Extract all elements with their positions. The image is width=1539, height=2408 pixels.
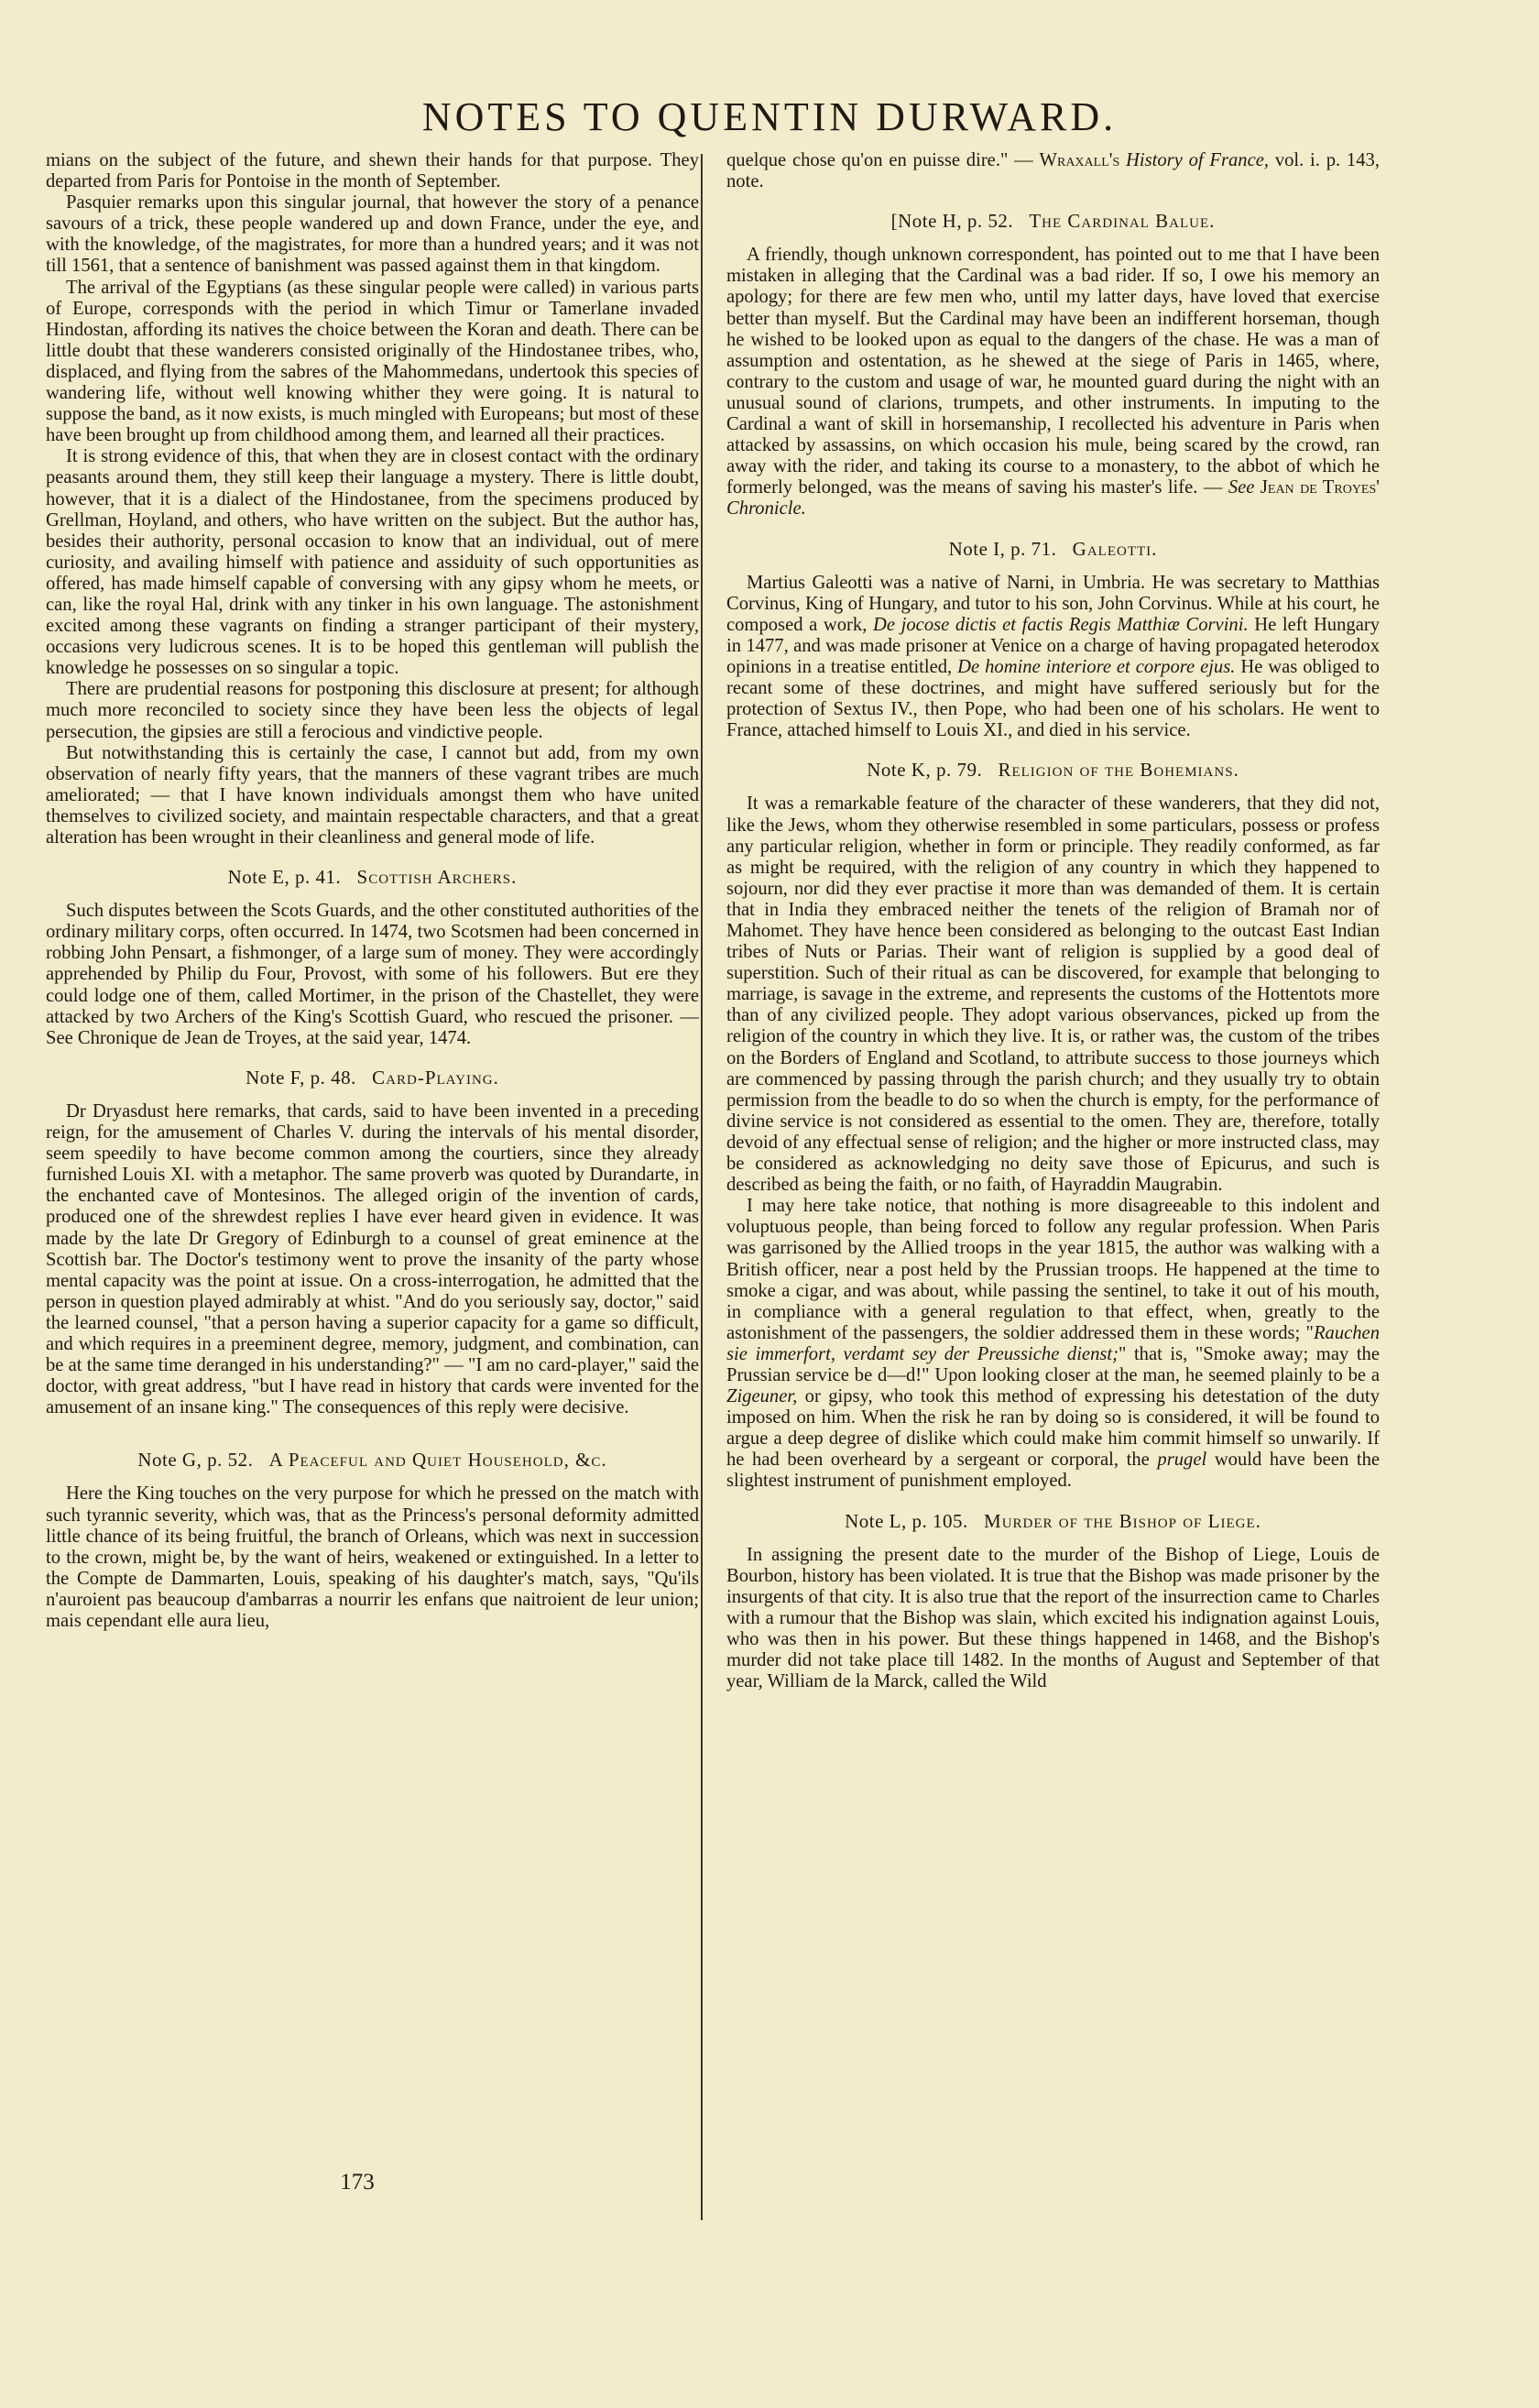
note-label: Note K, p. 79.	[867, 759, 983, 782]
note-i-text	[726, 573, 1380, 742]
foreign-word: Zigeuner,	[726, 1386, 798, 1407]
paragraph: Pasquier remarks upon this singular journal, that however the story of a penance savours of a trick, these people wandered up and down France, under the eye, and with the knowledge, of the magistrates, for more than a hundred years; and it was not till 1561, that a sentence of banishment was passed against them in that kingdom.	[46, 192, 699, 277]
citation-work: History of France,	[1126, 150, 1270, 170]
page-number: 173	[340, 2170, 375, 2195]
work-title: De jocose dictis et factis Regis Matthiæ Corvini.	[873, 614, 1249, 635]
note-k-text-part: I may here take notice, that nothing is more disagreeable to this indolent and voluptuous people, than being forced to follow any regular profession. When Paris was garrisoned by the Allied troops in the year 1815, the author was walking with a British officer, near a post held by the Prussian troops. He happened at the time to smoke a cigar, and was about, while passing the sentinel, to take it out of his mouth, in compliance with a general regulation to that effect, when, greatly to the astonishment of the passengers, the soldier addressed them in these words; "	[726, 1196, 1380, 1343]
note-label: [Note H, p. 52.	[890, 210, 1014, 233]
note-label: Note I, p. 71.	[948, 537, 1057, 560]
german-quote: Rauchen sie immerfort, verdamt sey der Preussiche dienst;	[726, 1322, 1380, 1364]
note-k-text	[726, 1196, 1380, 1492]
note-k-text-part: or gipsy, who took this method of expressing his detestation of the duty imposed on him. When the risk he ran by doing so is considered, it will be found to argue a deep degree of dislike which could make him commit himself so unwarily. If he had been overheard by a sergeant or corporal, the	[726, 1386, 1380, 1471]
citation-author: Wraxall's	[1039, 150, 1120, 170]
paragraph: But notwithstanding this is certainly the case, I cannot but add, from my own observation of nearly fifty years, that the manners of these vagrant tribes are much ameliorated; — that I have known individuals amongst them who have united themselves to civilized society, and maintain respectable characters, and that a great alteration has been wrought in their cleanliness and general mode of life.	[46, 742, 699, 848]
note-i-text-part: Martius Galeotti was a native of Narni, in Umbria. He was secretary to Matthias Corvinus, King of Hungary, and tutor to his son, John Corvinus. While at his court, he composed a work,	[726, 572, 1380, 635]
source-author: Jean de Troyes'	[1260, 477, 1380, 498]
citation-ref: vol. i. p. 143, note.	[726, 150, 1380, 192]
note-i-text-part: He left Hungary in 1477, and was made prisoner at Venice on a charge of having propagated heterodox opinions in a treatise entitled,	[726, 614, 1380, 677]
note-h-body: A friendly, though unknown correspondent, has pointed out to me that I have been mistaken in alleging that the Cardinal was a bad rider. If so, I owe his memory an apology; for there are few men who, until my latter days, have loved that exercise better than myself. But the Cardinal may have been an indifferent horseman, though he wished to be looked upon as equal to the dangers of the chase. He was a man of assumption and ostentation, as he shewed at the siege of Paris in 1465, where, contrary to the custom and usage of war, he mounted guard during the night with an unusual sound of clarions, trumpets, and other instruments. In imputing to the Cardinal a want of skill in horsemanship, I recollected his adventure in Paris when attacked by assassins, on which occasion his mule, being scared by the crowd, ran away with the rider, and taking its course to a monastery, to the abbot of which he formerly belonged, was the means of saving his master's life. —	[726, 245, 1380, 498]
note-i-text-part: He was obliged to recant some of these doctrines, and might have suffered seriously but for the protection of Sextus IV., then Pope, who had been one of his scholars. He went to France, attached himself to Louis XI., and died in his service.	[726, 656, 1380, 741]
note-title: Murder of the Bishop of Liege.	[984, 1509, 1261, 1532]
paragraph: It is strong evidence of this, that when they are in closest contact with the ordinary peasants around them, they still keep their language a mystery. There is little doubt, however, that it is a dialect of the Hindostanee, from the specimens produced by Grellman, Hoyland, and others, who have written on the subject. But the author has, besides their authority, personal occasion to know that an individual, out of mere curiosity, and availing himself with patience and assiduity of such opportunities as offered, has made himself capable of conversing with any gipsy whom he meets, or can, like the royal Hal, drink with any tinker in his own language. The astonishment excited among these vagrants on finding a stranger participant of their mystery, occasions very ludicrous scenes. It is to be hoped this gentleman will publish the knowledge he possesses on so singular a topic.	[46, 446, 699, 679]
work-title: De homine interiore et corpore ejus.	[957, 656, 1236, 677]
note-k-text-part: " that is, "Smoke away; may the Prussian service be d—d!" Upon looking closer at the man, he seemed plainly to be a	[726, 1343, 1380, 1385]
see-word: See	[1228, 477, 1255, 498]
note-g-text: Here the King touches on the very purpose for which he pressed on the match with such tyrannic severity, which was, that as the Princess's personal deformity admitted little chance of its being fruitful, the branch of Orleans, which was next in succession to the crown, might be, by the want of heirs, weakened or extinguished. In a letter to the Compte de Dammarten, Louis, speaking of his daughter's match, says, "Qu'ils n'auroient pas beaucoup d'ambarras a nourrir les enfans que naitroient de leur union; mais cependant elle aura lieu,	[46, 1483, 699, 1631]
column-divider	[701, 154, 703, 2220]
note-title: The Cardinal Balue.	[1029, 210, 1216, 233]
note-h-text	[726, 245, 1380, 520]
paragraph: The arrival of the Egyptians (as these singular people were called) in various parts of Europe, corresponds with the period in which Timur or Tamerlane invaded Hindostan, affording its natives the choice between the Koran and death. There can be little doubt that these wanderers consisted originally of the Hindostanee tribes, who, displaced, and flying from the sabres of the Mahommedans, undertook this species of wandering life, without well knowing whither they were going. It is natural to suppose the band, as it now exists, is much mingled with Europeans; but most of these have been brought up from childhood among them, and learned all their practices.	[46, 277, 699, 446]
note-f-text: Dr Dryasdust here remarks, that cards, said to have been invented in a preceding reign, for the amusement of Charles V. during the intervals of his mental disorder, seem speedily to have become common among the courtiers, since they already furnished Louis XI. with a metaphor. The same proverb was quoted by Durandarte, in the enchanted cave of Montesinos. The alleged origin of the invention of cards, produced one of the shrewdest replies I have ever heard given in evidence. It was made by the late Dr Gregory of Edinburgh to a counsel of great eminence at the Scottish bar. The Doctor's testimony went to prove the insanity of the party whose mental capacity was the point at issue. On a cross-interrogation, he admitted that the person in question played admirably at whist. "And do you seriously say, doctor," said the learned counsel, "that a person having a superior capacity for a game so difficult, and which requires in a preeminent degree, memory, judgment, and combination, can be at the same time deranged in his understanding?" — "I am no card-player," said the doctor, with great address, "but I have read in history that cards were invented for the amusement of an insane king." The consequences of this reply were decisive.	[46, 1100, 699, 1418]
note-f-heading	[46, 1067, 699, 1089]
note-i-heading	[726, 539, 1380, 560]
note-title: Scottish Archers.	[356, 866, 518, 889]
foreign-word: prugel	[1157, 1450, 1207, 1471]
note-l-heading	[726, 1511, 1380, 1532]
continuation-text: quelque chose qu'on en puisse dire." —	[726, 150, 1033, 170]
left-column	[46, 150, 699, 1632]
right-column	[726, 150, 1380, 1692]
note-g-heading	[46, 1450, 699, 1471]
paragraph: There are prudential reasons for postponing this disclosure at present; for although much more reconciled to society since they have been less the objects of legal persecution, the gipsies are still a ferocious and vindictive people.	[46, 679, 699, 742]
note-h-heading	[726, 211, 1380, 232]
note-e-text: Such disputes between the Scots Guards, and the other constituted authorities of the ordinary military corps, often occurred. In 1474, two Scotsmen had been concerned in robbing John Pensart, a fishmonger, of a large sum of money. They were accordingly apprehended by Philip du Four, Provost, with some of his followers. But ere they could lodge one of them, called Mortimer, in the prison of the Chastellet, they were attacked by two Archers of the King's Scottish Guard, who rescued the prisoner. — See Chronique de Jean de Troyes, at the said year, 1474.	[46, 901, 699, 1048]
note-l-text: In assigning the present date to the murder of the Bishop of Liege, Louis de Bourbon, history has been violated. It is true that the Bishop was made prisoner by the insurgents of that city. It is also true that the report of the insurrection came to Charles with a rumour that the Bishop was slain, which excited his indignation against Louis, who was then in his power. But these things happened in 1468, and the Bishop's murder did not take place till 1482. In the months of August and September of that year, William de la Marck, called the Wild	[726, 1544, 1380, 1692]
note-title: Religion of the Bohemians.	[998, 759, 1239, 782]
running-title: NOTES TO QUENTIN DURWARD.	[421, 94, 1118, 139]
note-title: Galeotti.	[1072, 537, 1158, 560]
note-title: A Peaceful and Quiet Household, &c.	[268, 1449, 607, 1472]
note-e-heading	[46, 867, 699, 888]
source-work: Chronicle.	[726, 498, 806, 520]
note-label: Note E, p. 41.	[227, 866, 342, 889]
note-label: Note F, p. 48.	[246, 1066, 356, 1089]
note-title: Card-Playing.	[372, 1066, 499, 1089]
note-k-text-part: would have been the slightest instrument of punishment employed.	[726, 1450, 1381, 1492]
note-label: Note G, p. 52.	[137, 1449, 254, 1472]
note-label: Note L, p. 105.	[845, 1509, 968, 1532]
note-k-text: It was a remarkable feature of the character of these wanderers, that they did not, like the Jews, whom they otherwise resembled in some particulars, possess or profess any particular religion, whether in form or principle. They readily conformed, as far as might be required, with the religion of any country in which they happened to sojourn, nor did they ever practise it more than was demanded of them. It is certain that in India they embraced neither the tenets of the religion of Bramah nor of Mahomet. They have hence been considered as belonging to the outcast East Indian tribes of Nuts or Parias. Their want of religion is supplied by a good deal of superstition. Such of their ritual as can be discovered, for example that belonging to marriage, is savage in the extreme, and represents the customs of the Hottentots more than of any civilized people. They adopt various observances, picked up from the religion of the country in which they live. It is, or rather was, the custom of the tribes on the Borders of England and Scotland, to attribute success to those journeys which are commenced by passing through the parish church; and they usually try to obtain permission from the beadle to do so when the church is empty, for the performance of divine service is not considered as essential to the omen. They are, therefore, totally devoid of any effectual sense of religion; and the higher or more instructed class, may be considered as acknowledging no deity save those of Epicurus, and such is described as being the faith, or no faith, of Hayraddin Maugrabin.	[726, 794, 1380, 1196]
note-k-heading	[726, 760, 1380, 781]
paragraph: mians on the subject of the future, and shewn their hands for that purpose. They departed from Paris for Pontoise in the month of September.	[46, 150, 699, 192]
continuation-paragraph	[726, 150, 1380, 192]
